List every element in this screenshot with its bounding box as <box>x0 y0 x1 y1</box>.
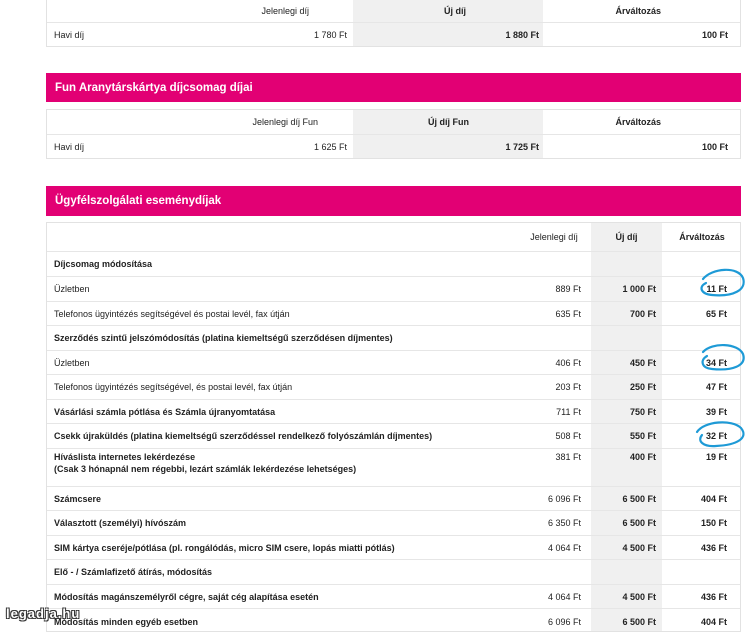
current-fee-value: 381 Ft <box>555 452 581 462</box>
current-fee-value: 889 Ft <box>555 284 581 294</box>
header-current-fee: Jelenlegi díj Fun <box>252 117 318 127</box>
price-change-value: 39 Ft <box>705 406 727 417</box>
price-change-value: 436 Ft <box>700 591 727 602</box>
new-fee-value: 4 500 Ft <box>622 542 656 553</box>
new-fee-value: 1 000 Ft <box>622 284 656 294</box>
row-label: Vásárlási számla pótlása és Számla újranyomtatása <box>54 406 276 417</box>
row-label: Módosítás magánszemélyről cégre, saját cég alapítása esetén <box>54 591 319 602</box>
table-header-row <box>47 223 740 252</box>
table-row <box>47 536 740 560</box>
table-fun-fees <box>46 109 741 159</box>
row-label: Híváslista internetes lekérdezése <box>54 452 196 462</box>
table-row <box>47 487 740 511</box>
new-fee-value: 700 Ft <box>629 308 656 319</box>
current-fee-value: 508 Ft <box>555 431 581 441</box>
price-change-value: 100 Ft <box>701 29 728 40</box>
table-row <box>47 302 740 326</box>
new-fee-value: 6 500 Ft <box>622 616 656 627</box>
new-fee-value: 1 725 Ft <box>505 141 539 152</box>
row-label-note: (Csak 3 hónapnál nem régebbi, lezárt számlák lekérdezése lehetséges) <box>54 464 357 474</box>
table-row <box>47 560 740 585</box>
row-label-multiline <box>54 451 356 481</box>
price-change-value: 34 Ft <box>705 357 727 368</box>
table-row <box>47 277 740 302</box>
row-label: Havi díj <box>54 29 85 40</box>
table-header-row <box>47 0 740 23</box>
price-change-value: 436 Ft <box>700 542 727 553</box>
current-fee-value: 6 096 Ft <box>547 616 581 627</box>
table-customer-service-fees <box>46 222 741 632</box>
price-change-value: 404 Ft <box>700 616 727 627</box>
table-monthly-fee <box>46 0 741 47</box>
section-title-fun: Fun Aranytárskártya díjcsomag díjai <box>46 73 741 102</box>
new-fee-value: 6 500 Ft <box>622 493 656 504</box>
price-change-value: 11 Ft <box>706 284 727 294</box>
current-fee-value: 1 625 Ft <box>313 141 347 152</box>
row-label: Módosítás minden egyéb esetben <box>54 616 199 627</box>
table-row <box>47 252 740 277</box>
table-row <box>47 400 740 424</box>
table-header-row <box>47 110 740 135</box>
watermark: legadja.hu <box>6 606 81 621</box>
header-new-fee: Új díj <box>444 5 466 16</box>
price-change-value: 404 Ft <box>700 493 727 504</box>
new-fee-value: 550 Ft <box>629 431 656 441</box>
row-label: Csekk újraküldés (platina kiemeltségű szerződéssel rendelkező folyószámlán díjmentes) <box>54 431 433 441</box>
current-fee-value: 635 Ft <box>555 308 581 319</box>
new-fee-value: 250 Ft <box>629 382 656 392</box>
header-current-fee: Jelenlegi díj <box>261 5 309 16</box>
current-fee-value: 4 064 Ft <box>547 542 581 553</box>
new-fee-value: 450 Ft <box>629 357 656 368</box>
header-price-change: Árváltozás <box>679 232 725 242</box>
price-change-value: 47 Ft <box>705 382 727 392</box>
price-change-value: 32 Ft <box>705 431 727 441</box>
table-row <box>47 351 740 375</box>
current-fee-value: 6 096 Ft <box>547 493 581 504</box>
section-title-customer-service: Ügyfélszolgálati eseménydíjak <box>46 186 741 216</box>
table-row <box>47 23 740 46</box>
header-price-change: Árváltozás <box>615 117 661 127</box>
new-fee-value: 400 Ft <box>629 452 656 462</box>
price-change-value: 65 Ft <box>705 308 727 319</box>
table-row <box>47 326 740 351</box>
header-current-fee: Jelenlegi díj <box>530 232 578 242</box>
current-fee-value: 4 064 Ft <box>547 591 581 602</box>
table-row <box>47 585 740 609</box>
row-label: Számcsere <box>54 493 102 504</box>
header-price-change: Árváltozás <box>615 5 661 16</box>
price-change-value: 19 Ft <box>705 452 727 462</box>
row-label: Telefonos ügyintézés segítségével és postai levél, fax útján <box>54 308 290 319</box>
row-label: Havi díj <box>54 141 85 152</box>
row-label: Üzletben <box>54 284 90 294</box>
current-fee-value: 6 350 Ft <box>547 518 581 528</box>
row-label: Elő - / Számlafizető átírás, módosítás <box>54 567 213 577</box>
current-fee-value: 203 Ft <box>555 382 581 392</box>
current-fee-value: 406 Ft <box>555 357 581 368</box>
price-change-value: 100 Ft <box>701 141 728 152</box>
price-change-value: 150 Ft <box>700 518 727 528</box>
new-fee-value: 6 500 Ft <box>622 518 656 528</box>
table-row <box>47 511 740 536</box>
row-label: Telefonos ügyintézés segítségével, és postai levél, fax útján <box>54 382 293 392</box>
row-label: Díjcsomag módosítása <box>54 259 153 269</box>
table-row <box>47 375 740 400</box>
header-new-fee: Új díj Fun <box>428 117 469 127</box>
header-new-fee: Új díj <box>615 232 638 242</box>
new-fee-value: 4 500 Ft <box>622 591 656 602</box>
row-label: SIM kártya cseréje/pótlása (pl. rongálódás, micro SIM csere, lopás miatti pótlás) <box>54 542 395 553</box>
table-row <box>47 424 740 449</box>
table-row <box>47 135 740 158</box>
new-fee-value: 1 880 Ft <box>505 29 539 40</box>
row-label: Üzletben <box>54 357 90 368</box>
row-label: Választott (személyi) hívószám <box>54 518 187 528</box>
table-row <box>47 449 740 487</box>
current-fee-value: 711 Ft <box>556 406 581 417</box>
current-fee-value: 1 780 Ft <box>313 29 347 40</box>
new-fee-value: 750 Ft <box>629 406 656 417</box>
row-label: Szerződés szintű jelszómódosítás (platina kiemeltségű szerződésen díjmentes) <box>54 333 393 343</box>
